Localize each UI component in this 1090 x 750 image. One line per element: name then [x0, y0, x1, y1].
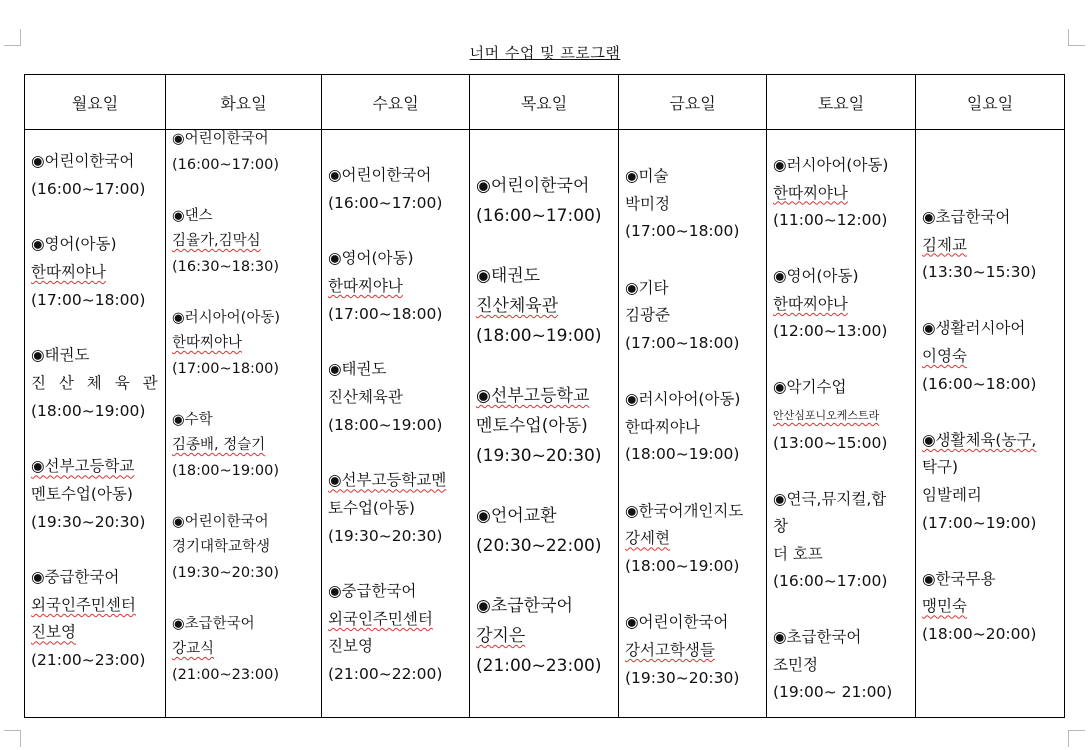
program-detail: (20:30~22:00)	[476, 536, 602, 556]
program-detail: 한따찌야나	[625, 417, 700, 436]
program-detail: (13:30~15:30)	[922, 263, 1037, 282]
day-header-wednesday: 수요일	[322, 75, 470, 130]
schedule-entry	[31, 453, 163, 536]
program-detail: 강지은	[476, 626, 526, 646]
program-detail: 탁구)	[922, 458, 958, 477]
schedule-entry	[625, 386, 764, 469]
day-header-friday: 금요일	[619, 75, 767, 130]
entry-spacer	[773, 596, 913, 624]
program-detail: (17:00~18:00)	[625, 333, 740, 352]
page-corner-mark	[4, 730, 21, 747]
entry-spacer	[922, 287, 1062, 316]
entry-spacer	[172, 178, 319, 204]
program-name: ◉생활러시아어	[922, 319, 1026, 338]
program-name: ◉중급한국어	[328, 582, 417, 601]
program-name: ◉어린이한국어	[31, 152, 135, 170]
program-name: ◉댄스	[172, 207, 213, 224]
program-detail: (13:00~15:00)	[773, 433, 888, 452]
entry-spacer	[31, 314, 163, 342]
schedule-entry	[773, 152, 913, 235]
program-detail: 한따찌야나	[31, 262, 106, 281]
program-detail: (19:30~20:30)	[625, 668, 740, 687]
day-cell-content	[172, 127, 319, 688]
entry-spacer	[328, 217, 467, 245]
program-name: ◉어린이한국어	[172, 513, 269, 530]
program-detail: (17:00~18:00)	[31, 290, 146, 309]
program-detail: (18:00~20:00)	[922, 624, 1037, 643]
program-detail: 창	[773, 517, 788, 536]
day-cell-monday	[25, 130, 166, 718]
entry-spacer	[31, 203, 163, 231]
entry-spacer	[773, 235, 913, 263]
schedule-entry	[773, 263, 913, 346]
program-detail: 안산심포니오케스트라	[773, 408, 880, 422]
day-cell-content	[476, 171, 616, 681]
program-detail: 외국인주민센터	[31, 595, 136, 614]
program-detail: 김제교	[922, 235, 967, 254]
program-detail: (19:30~20:30)	[328, 526, 443, 545]
program-detail: (21:00~23:00)	[476, 656, 602, 676]
program-detail: (16:00~17:00)	[476, 206, 602, 226]
program-detail: (17:00~18:00)	[625, 222, 740, 241]
day-cell-thursday	[470, 130, 619, 718]
schedule-entry	[476, 171, 616, 231]
program-detail: 박미정	[625, 194, 670, 213]
schedule-entry	[625, 609, 764, 692]
schedule-body-row	[25, 130, 1065, 718]
schedule-entry	[172, 612, 319, 689]
schedule-entry	[172, 408, 319, 485]
day-cell-saturday	[767, 130, 916, 718]
entry-spacer	[476, 231, 616, 261]
entry-spacer	[172, 382, 319, 408]
entry-spacer	[773, 457, 913, 485]
program-name: ◉수학	[172, 411, 213, 428]
program-detail: 멘토수업(아동)	[476, 416, 588, 436]
program-name: ◉선부고등학교멘	[328, 471, 447, 490]
program-name: ◉어린이한국어	[328, 166, 432, 184]
entry-spacer	[172, 280, 319, 306]
program-detail: (19:30~20:30)	[476, 446, 602, 466]
program-detail: (21:00~22:00)	[328, 665, 443, 684]
program-detail: 진산체육관	[328, 387, 403, 406]
schedule-entry	[625, 275, 764, 358]
program-name: ◉연극,뮤지컬,합	[773, 489, 887, 508]
program-detail: 진보영	[31, 623, 76, 642]
schedule-entry	[773, 486, 913, 596]
entry-spacer	[31, 536, 163, 564]
program-detail: 임발레리	[922, 485, 982, 504]
entry-spacer	[922, 537, 1062, 566]
schedule-entry	[476, 591, 616, 681]
program-detail: (17:00~18:00)	[328, 304, 443, 323]
schedule-entry	[31, 231, 163, 314]
schedule-entry	[922, 427, 1062, 537]
program-name: ◉한국어개인지도	[625, 501, 744, 520]
program-name: ◉생활체육(농구,	[922, 430, 1037, 449]
schedule-table	[24, 74, 1065, 718]
program-detail: (18:00~19:00)	[328, 415, 443, 434]
schedule-entry	[172, 204, 319, 281]
program-detail: (16:00~17:00)	[773, 572, 888, 591]
program-detail: (16:00~17:00)	[172, 156, 280, 173]
schedule-entry	[31, 342, 163, 425]
program-detail: (21:00~23:00)	[31, 651, 146, 670]
program-detail: (19:30~20:30)	[172, 564, 280, 581]
program-name: ◉태권도	[31, 346, 90, 365]
program-detail: 진 산 체 육 관	[31, 373, 162, 392]
program-detail: (17:00~18:00)	[172, 360, 280, 377]
day-header-row	[25, 75, 1065, 130]
schedule-entry	[328, 245, 467, 328]
entry-spacer	[31, 425, 163, 453]
program-name: ◉초급한국어	[172, 615, 255, 632]
day-header-thursday: 목요일	[470, 75, 619, 130]
entry-spacer	[476, 471, 616, 501]
entry-spacer	[625, 357, 764, 386]
schedule-entry	[328, 578, 467, 688]
schedule-entry	[172, 306, 319, 383]
program-detail: 진보영	[328, 637, 373, 656]
schedule-entry	[328, 467, 467, 550]
schedule-entry	[31, 564, 163, 674]
schedule-entry	[172, 510, 319, 587]
schedule-entry	[476, 261, 616, 351]
schedule-entry	[922, 315, 1062, 398]
program-detail: (18:00~19:00)	[31, 401, 146, 420]
day-cell-friday	[619, 130, 767, 718]
program-name: ◉러시아어(아동)	[172, 309, 281, 326]
program-detail: (19:30~20:30)	[31, 512, 146, 531]
program-name: ◉영어(아동)	[328, 249, 414, 268]
program-detail: (16:00~17:00)	[328, 193, 443, 212]
program-name: ◉초급한국어	[922, 208, 1011, 226]
schedule-entry	[773, 624, 913, 707]
day-cell-content	[773, 152, 913, 707]
entry-spacer	[625, 469, 764, 498]
program-detail: (17:00~19:00)	[922, 513, 1037, 532]
program-name: ◉한국무용	[922, 569, 996, 588]
program-detail: 한따찌야나	[773, 183, 848, 202]
program-name: ◉러시아어(아동)	[625, 390, 741, 409]
program-detail: 강서고학생들	[625, 640, 715, 659]
entry-spacer	[922, 398, 1062, 427]
document-title: 너머 수업 및 프로그램	[469, 44, 621, 62]
day-cell-content	[31, 148, 163, 675]
entry-spacer	[328, 550, 467, 578]
program-name: ◉중급한국어	[31, 568, 120, 587]
page-corner-mark	[1068, 730, 1085, 747]
schedule-entry	[328, 162, 467, 217]
program-name: ◉선부고등학교	[476, 386, 590, 406]
program-detail: (16:30~18:30)	[172, 258, 280, 275]
entry-spacer	[625, 581, 764, 610]
day-header-tuesday: 화요일	[166, 75, 322, 130]
entry-spacer	[625, 246, 764, 275]
day-cell-content	[625, 163, 764, 692]
program-name: ◉어린이한국어	[625, 613, 729, 632]
program-detail: (16:00~18:00)	[922, 374, 1037, 393]
schedule-entry	[328, 356, 467, 439]
day-cell-wednesday	[322, 130, 470, 718]
day-cell-sunday	[916, 130, 1065, 718]
program-detail: 이영숙	[922, 346, 967, 365]
schedule-entry	[172, 127, 319, 178]
schedule-entry	[625, 498, 764, 581]
schedule-entry	[476, 381, 616, 471]
program-detail: 한따찌야나	[773, 294, 848, 313]
program-name: ◉태권도	[476, 266, 541, 286]
day-cell-tuesday	[166, 130, 322, 718]
program-detail: 경기대학교학생	[172, 539, 271, 555]
entry-spacer	[172, 586, 319, 612]
program-detail: 김종배, 정슬기	[172, 437, 266, 453]
program-detail: 더 호프	[773, 544, 823, 563]
program-detail: (19:00~ 21:00)	[773, 683, 893, 702]
program-detail: (12:00~13:00)	[773, 322, 888, 341]
program-name: ◉영어(아동)	[31, 235, 117, 254]
program-name: ◉언어교환	[476, 506, 557, 526]
entry-spacer	[172, 484, 319, 510]
program-detail: 조민정	[773, 655, 818, 674]
entry-spacer	[476, 561, 616, 591]
program-name: ◉태권도	[328, 360, 387, 379]
program-detail: (18:00~19:00)	[625, 556, 740, 575]
program-name: ◉영어(아동)	[773, 267, 859, 286]
program-name: ◉미술	[625, 167, 669, 185]
program-detail: 강교식	[172, 641, 215, 657]
program-detail: 멘토수업(아동)	[31, 484, 133, 503]
program-name: ◉기타	[625, 278, 669, 297]
entry-spacer	[773, 346, 913, 374]
program-detail: 외국인주민센터	[328, 609, 433, 628]
program-detail: (21:00~23:00)	[172, 666, 280, 683]
entry-spacer	[328, 439, 467, 467]
program-detail: 김율가,김막심	[172, 233, 261, 249]
day-header-saturday: 토요일	[767, 75, 916, 130]
entry-spacer	[476, 351, 616, 381]
program-detail: 강세현	[625, 529, 670, 548]
program-name: ◉초급한국어	[476, 596, 573, 616]
day-header-sunday: 일요일	[916, 75, 1065, 130]
schedule-entry	[476, 501, 616, 561]
schedule-entry	[625, 163, 764, 246]
program-name: ◉악기수업	[773, 378, 847, 397]
program-detail: (11:00~12:00)	[773, 211, 888, 230]
program-name: ◉초급한국어	[773, 628, 862, 647]
program-detail: 토수업(아동)	[328, 498, 415, 517]
entry-spacer	[328, 328, 467, 356]
program-detail: 김광준	[625, 306, 670, 325]
schedule-entry	[773, 374, 913, 457]
schedule-entry	[922, 566, 1062, 649]
program-name: ◉선부고등학교	[31, 457, 135, 476]
program-detail: (18:00~19:00)	[476, 326, 602, 346]
program-detail: 맹민숙	[922, 597, 967, 616]
program-detail: 한따찌야나	[172, 335, 243, 351]
schedule-entry	[31, 148, 163, 203]
program-detail: (18:00~19:00)	[625, 445, 740, 464]
program-detail: 한따찌야나	[328, 276, 403, 295]
program-name: ◉러시아어(아동)	[773, 156, 889, 174]
day-cell-content	[922, 204, 1062, 649]
program-name: ◉어린이한국어	[172, 131, 269, 147]
day-header-monday: 월요일	[25, 75, 166, 130]
program-name: ◉어린이한국어	[476, 176, 590, 196]
day-cell-content	[328, 162, 467, 689]
program-detail: (18:00~19:00)	[172, 462, 280, 479]
program-detail: 진산체육관	[476, 296, 559, 316]
schedule-entry	[922, 204, 1062, 287]
program-detail: (16:00~17:00)	[31, 179, 146, 198]
